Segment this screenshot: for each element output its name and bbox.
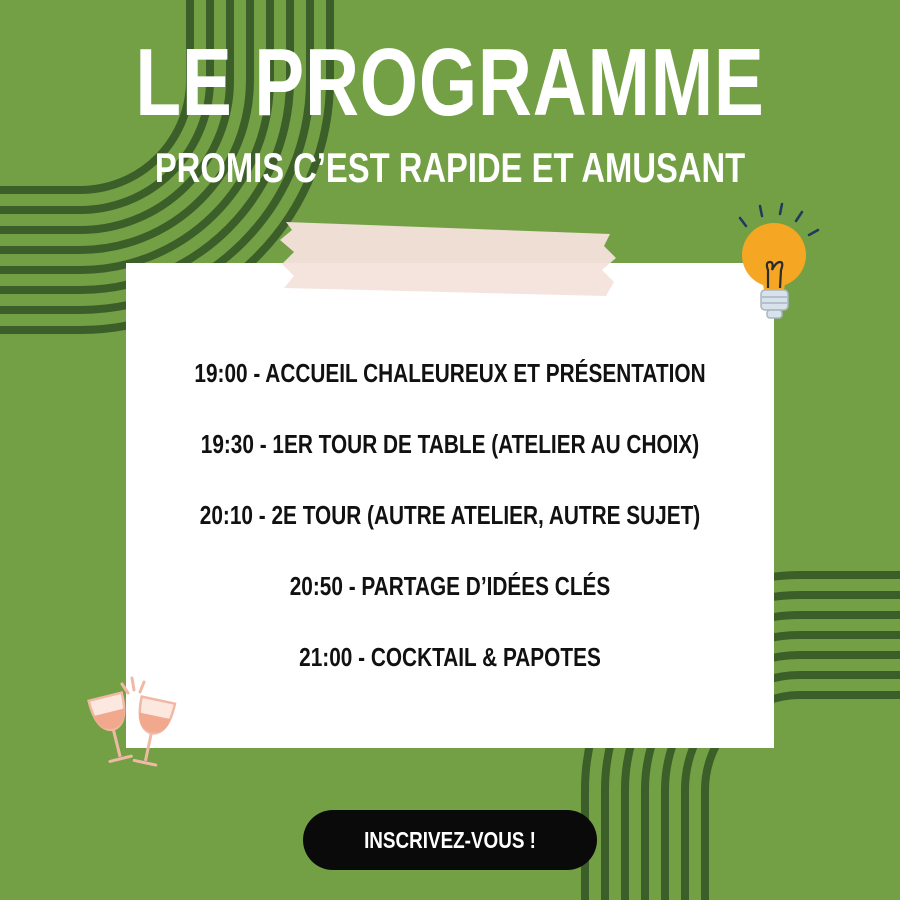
wine-glasses-toast-icon: [78, 672, 188, 782]
page-title: LE PROGRAMME: [135, 29, 765, 136]
schedule-item: 20:50 - PARTAGE D’IDÉES CLÉS: [289, 571, 611, 601]
schedule-item: 19:30 - 1ER TOUR DE TABLE (ATELIER AU CHOIX): [200, 429, 700, 459]
schedule-list: [126, 345, 774, 700]
register-button[interactable]: [303, 810, 597, 870]
light-bulb-icon: [732, 200, 824, 325]
schedule-item: 19:00 - ACCUEIL CHALEUREUX ET PRÉSENTATION: [194, 358, 706, 388]
tape-strip: [280, 212, 620, 304]
schedule-item: 20:10 - 2E TOUR (AUTRE ATELIER, AUTRE SUJET): [199, 500, 701, 530]
page-subtitle: PROMIS C’EST RAPIDE ET AMUSANT: [154, 144, 746, 191]
register-button-label: INSCRIVEZ-VOUS !: [364, 827, 536, 853]
schedule-item: 21:00 - COCKTAIL & PAPOTES: [299, 642, 601, 672]
